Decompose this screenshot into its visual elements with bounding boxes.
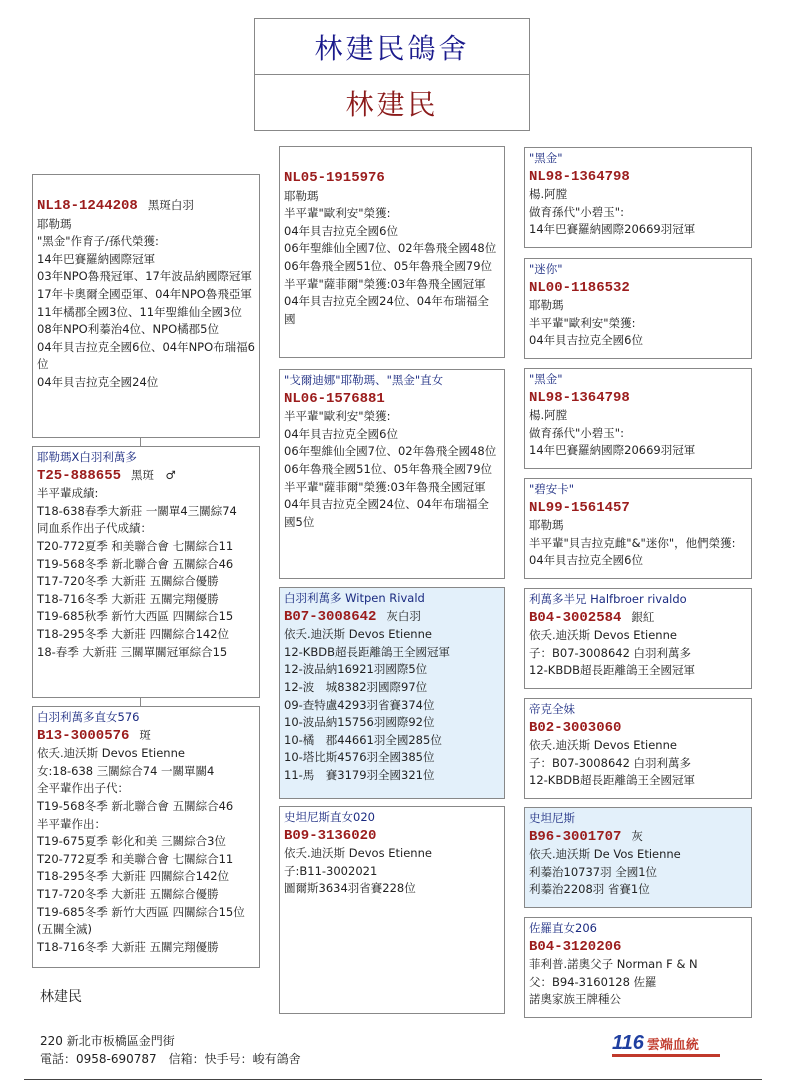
record-line: 依夭.迪沃斯 Devos Etienne: [284, 627, 432, 642]
pedigree-box-gg7: [524, 807, 752, 908]
box-title: 利萬多半兄 Halfbroer rivaldo: [529, 592, 687, 606]
box-title: 耶勒瑪X白羽利萬多: [37, 450, 137, 464]
record-line: 半平輩"薩菲爾"榮獲:03年魯飛全國冠軍: [284, 276, 486, 291]
pedigree-box-gg8: [524, 917, 752, 1018]
ring-number: NL18-1244208: [37, 198, 138, 214]
record-line: 12-KBDB超長距離鴿王全國冠軍: [529, 663, 695, 678]
record-line: 楊.阿膛: [529, 408, 568, 423]
box-title: 帝克全妹: [529, 702, 575, 716]
ring-number: B13-3000576: [37, 727, 130, 744]
record-line: 10-塔比斯4576羽全國385位: [284, 750, 435, 765]
record-line: 10-波品納15756羽國際92位: [284, 715, 435, 730]
record-line: T19-568冬季 新北聯合會 五關綜合46: [37, 556, 234, 571]
record-line: 半平輩作出：: [37, 816, 106, 831]
color-tag: 斑: [139, 727, 151, 742]
box-title: 白羽利萬多直女576: [37, 710, 140, 724]
record-line: 06年魯飛全國51位、05年魯飛全國79位: [284, 258, 493, 273]
box-title: 佐羅直女206: [529, 921, 597, 935]
record-line: 子:B11-3002021: [284, 863, 378, 878]
record-line: 18-春季 大新莊 三關單關冠軍綜合15: [37, 644, 228, 659]
logo-text: 雲端血統: [646, 1038, 699, 1053]
record-line: 04年貝吉拉克全國6位: [529, 333, 643, 348]
record-line: 06年魯飛全國51位、05年魯飛全國79位: [284, 461, 493, 476]
pedigree-box-dam: [32, 706, 260, 968]
record-line: 諾奧家族王牌種公: [529, 992, 621, 1007]
ring-number: NL99-1561457: [529, 499, 630, 516]
record-line: 17年卡奧爾全國亞軍、04年NPO魯飛亞軍: [37, 286, 252, 301]
record-line: 耶勒瑪: [529, 518, 564, 533]
record-line: T19-685冬季 新竹大西區 四關綜合15位(五關全滅): [37, 904, 245, 937]
ring-number: NL06-1576881: [284, 390, 385, 407]
ring-number: B07-3008642: [284, 608, 377, 625]
record-line: 圖爾斯3634羽省賽228位: [284, 881, 416, 896]
logo-number: 116: [612, 1032, 644, 1054]
record-line: 06年聖維仙全國7位、02年魯飛全國48位: [284, 241, 497, 256]
record-line: 利蓁治10737羽 全國1位: [529, 864, 658, 879]
record-line: 04年貝吉拉克全國6位: [284, 426, 398, 441]
pedigree-box-gg5: [524, 588, 752, 689]
bottom-rule: [24, 1079, 762, 1080]
record-line: T19-675夏季 彰化和美 三關綜合3位: [37, 834, 226, 849]
color-tag: 黑斑白羽: [147, 198, 194, 212]
box-title: "黑金": [529, 372, 563, 386]
record-line: 半平輩"薩菲爾"榮獲:03年魯飛全國冠軍: [284, 479, 486, 494]
record-line: 耶勒瑪: [529, 298, 564, 313]
record-line: 依夭.迪沃斯 De Vos Etienne: [529, 847, 681, 862]
record-line: 父：B94-3160128 佐羅: [529, 974, 657, 989]
box-title: "碧安卡": [529, 482, 575, 496]
record-line: 女:18-638 三關綜合74 一關單關4: [37, 763, 215, 778]
record-line: 利蓁治2208羽 省賽1位: [529, 882, 650, 897]
record-line: T18-295冬季 大新莊 四關綜合142位: [37, 626, 230, 641]
color-tag: 灰白羽: [386, 608, 421, 623]
record-line: 半平輩"歐利安"榮獲:: [284, 409, 391, 424]
record-line: 04年貝吉拉克全國24位、04年布瑞福全國: [284, 294, 489, 326]
record-line: "黑金"作育子/孫代榮獲:: [37, 234, 159, 249]
record-line: 08年NPO利蓁治4位、NPO橘郡5位: [37, 322, 219, 337]
pedigree-box-gg2: [524, 258, 752, 359]
record-line: 04年貝吉拉克全國24位、04年布瑞福全國5位: [284, 497, 489, 529]
color-tag: 黑斑 ♂: [131, 467, 176, 482]
box-title: 史坦尼斯: [529, 811, 575, 825]
logo-underline: [612, 1054, 720, 1057]
record-line: T20-772夏季 和美聯合會 七關綜合11: [37, 851, 234, 866]
record-line: 14年巴賽羅納國際冠軍: [37, 251, 156, 266]
record-line: T19-568冬季 新北聯合會 五關綜合46: [37, 798, 234, 813]
record-line: 03年NPO魯飛冠軍、17年波品納國際冠軍: [37, 269, 252, 284]
record-line: 04年貝吉拉克全國6位: [284, 223, 398, 238]
record-line: 子：B07-3008642 白羽利萬多: [529, 645, 692, 660]
record-line: 04年貝吉拉克全國24位: [37, 374, 159, 389]
record-line: 14年巴賽羅納國際20669羽冠軍: [529, 222, 696, 237]
pedigree-box-gg3: [524, 368, 752, 469]
record-line: 楊.阿膛: [529, 187, 568, 202]
pedigree-box-sire: [32, 446, 260, 698]
record-line: 09-查特盧4293羽省賽374位: [284, 697, 435, 712]
record-line: T18-295冬季 大新莊 四關綜合142位: [37, 869, 230, 884]
record-line: 依夭.迪沃斯 Devos Etienne: [37, 746, 185, 761]
record-line: 12-波品納16921羽國際5位: [284, 662, 428, 677]
record-line: 14年巴賽羅納國際20669羽冠軍: [529, 443, 696, 458]
box-title: 史坦尼斯直女020: [284, 810, 375, 824]
record-line: 同血系作出子代成績：: [37, 521, 152, 536]
record-line: 依夭.迪沃斯 Devos Etienne: [529, 628, 677, 643]
record-line: 依夭.迪沃斯 Devos Etienne: [284, 846, 432, 861]
pedigree-box-g2: [279, 369, 505, 579]
pedigree-box-g3: [279, 587, 505, 799]
ring-number: B09-3136020: [284, 827, 377, 844]
ring-number: NL00-1186532: [529, 279, 630, 296]
record-line: T18-716冬季 大新莊 五關完翔優勝: [37, 939, 219, 954]
record-line: 做育孫代"小碧玉":: [529, 204, 624, 219]
color-tag: 灰: [631, 828, 643, 843]
record-line: T17-720冬季 大新莊 五關綜合優勝: [37, 886, 219, 901]
color-tag: 銀紅: [631, 609, 655, 624]
record-line: 11年橘郡全國3位、11年聖維仙全國3位: [37, 304, 242, 319]
box-title: "戈爾迪娜"耶勒瑪、"黑金"直女: [284, 373, 444, 387]
ring-number: NL98-1364798: [529, 389, 630, 406]
record-line: T18-638春季大新莊 一關單4三關綜74: [37, 503, 237, 518]
pedigree-box-gg6: [524, 698, 752, 799]
logo: [612, 1032, 722, 1056]
box-title: "黑金": [529, 151, 563, 165]
owner-name-header: 林建民: [254, 74, 530, 131]
record-line: 04年貝吉拉克全國6位、04年NPO布瑞福6位: [37, 339, 255, 372]
ring-number: T25-888655: [37, 467, 122, 484]
record-line: 子：B07-3008642 白羽利萬多: [529, 755, 692, 770]
contact: 電話：0958-690787 信箱：快手号：峻有鴿舍: [40, 1052, 301, 1066]
address: 220 新北市板橋區金門街: [40, 1034, 175, 1048]
ring-number: NL98-1364798: [529, 168, 630, 185]
record-line: 耶勒瑪: [37, 216, 72, 231]
record-line: T19-685秋季 新竹大西區 四關綜合15: [37, 609, 234, 624]
record-line: T17-720冬季 大新莊 五關綜合優勝: [37, 574, 219, 589]
record-line: 耶勒瑪: [284, 188, 319, 203]
ring-number: B02-3003060: [529, 719, 622, 736]
pedigree-box-gg4: [524, 478, 752, 579]
record-line: 12-KBDB超長距離鴿王全國冠軍: [529, 773, 695, 788]
record-line: 半平輩"貝吉拉克雌"&"迷你"，他們榮獲:: [529, 535, 736, 550]
pedigree-box-g1: [279, 146, 505, 358]
record-line: 依夭.迪沃斯 Devos Etienne: [529, 738, 677, 753]
ring-number: B04-3120206: [529, 938, 622, 955]
loft-name: 林建民鴿舍: [254, 18, 530, 75]
record-line: 做育孫代"小碧玉":: [529, 425, 624, 440]
record-line: 半平輩成績:: [37, 486, 99, 501]
record-line: T20-772夏季 和美聯合會 七關綜合11: [37, 538, 234, 553]
record-line: 半平輩"歐利安"榮獲:: [529, 315, 636, 330]
box-title: "迷你": [529, 262, 563, 276]
record-line: 12-波 城8382羽國際97位: [284, 679, 428, 694]
record-line: 全平輩作出子代：: [37, 781, 129, 796]
record-line: 11-馬 賽3179羽全國321位: [284, 767, 435, 782]
record-line: 10-橘 郡44661羽全國285位: [284, 732, 442, 747]
record-line: 06年聖維仙全國7位、02年魯飛全國48位: [284, 444, 497, 459]
ring-number: NL05-1915976: [284, 170, 385, 186]
ring-number: B04-3002584: [529, 609, 622, 626]
record-line: 04年貝吉拉克全國6位: [529, 553, 643, 568]
record-line: 半平輩"歐利安"榮獲:: [284, 206, 391, 221]
record-line: T18-716冬季 大新莊 五關完翔優勝: [37, 591, 219, 606]
box-title: 白羽利萬多 Witpen Rivald: [284, 591, 425, 605]
pedigree-box-gg1: [524, 147, 752, 248]
record-line: 菲利普.諾奧父子 Norman F & N: [529, 957, 698, 972]
owner-signature: 林建民: [40, 989, 82, 1005]
pedigree-box-g4: [279, 806, 505, 1014]
pedigree-box-main: [32, 174, 260, 438]
ring-number: B96-3001707: [529, 828, 622, 845]
record-line: 12-KBDB超長距離鴿王全國冠軍: [284, 644, 450, 659]
